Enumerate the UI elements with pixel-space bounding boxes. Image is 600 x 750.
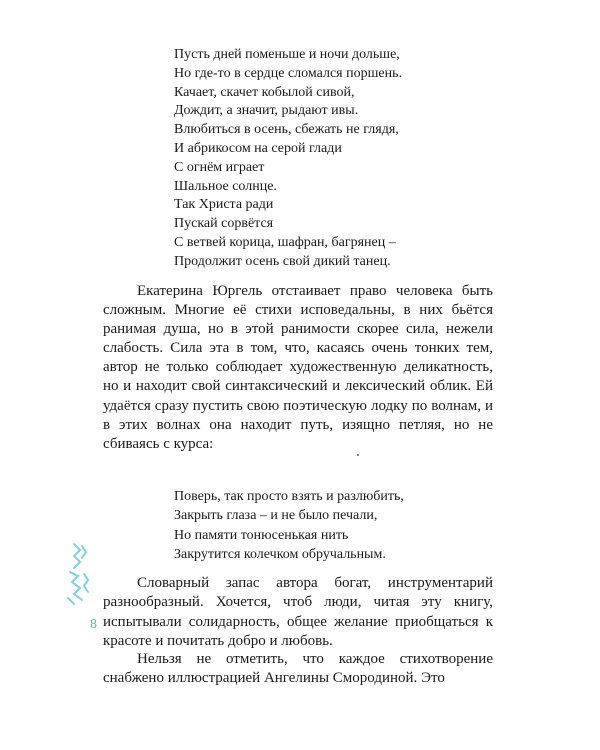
poem-line: Но памяти тонюсенькая нить [174,527,349,543]
body-paragraph-2: Словарный запас автора богат, инструментарий разнообразный. Хочется, чтоб люди, читая эту книгу, испытывали солидарность, общее желание приобщаться к красоте и почитать добро и любовь. [103,575,493,649]
page-number: 8 [90,617,97,632]
poem-line: Поверь, так просто взять и разлюбить, [174,489,404,504]
poem-line: Но где-то в сердце сломался поршень. [174,65,402,81]
poem-line: Качает, скачет кобылой сивой, [174,84,355,100]
poem-line: И абрикосом на серой глади [174,140,342,156]
poem-line: Закрыть глаза – и не было печали, [174,508,378,524]
body-paragraph-3: Нельзя не отметить, что каждое стихотворение снабжено иллюстрацией Ангелины Смородиной. Это [103,651,493,687]
ink-speck [357,454,359,456]
poem-line: Пусть дней поменьше и ночи дольше, [174,47,400,62]
poem-line: Шальное солнце. [174,178,277,194]
poem-line: Так Христа ради [174,197,274,213]
poem-line: Продолжит осень свой дикий танец. [174,253,391,269]
poem-line: Пускай сорвётся [174,216,274,232]
poem-line: С огнём играет [174,159,265,175]
body-paragraph-1: Екатерина Юргель отстаивает право человека быть сложным. Многие её стихи исповедальны, в них бьётся ранимая душа, но в этой ранимости скорее сила, нежели слабость. Сила эта в том, что, касаясь очень тонких тем, автор не только соблюдает художественную деликатность, но и находит свой синтаксический и лексический облик. Ей удаётся сразу пустить свою поэтическую лодку по волнам, и в этих волнах она находит путь, изящно петляя, но не сбиваясь с курса: [103,283,493,452]
poem-line: С ветвей корица, шафран, багрянец – [174,234,396,250]
poem-line: Закрутится колечком обручальным. [174,546,386,562]
poem-line: Влюбиться в осень, сбежать не глядя, [174,122,399,138]
stamp-squiggle-icon [68,544,88,604]
poem-stanza-2 [174,487,454,564]
poem-line: Дождит, а значит, рыдают ивы. [174,103,359,119]
poem-stanza-1 [174,46,434,272]
